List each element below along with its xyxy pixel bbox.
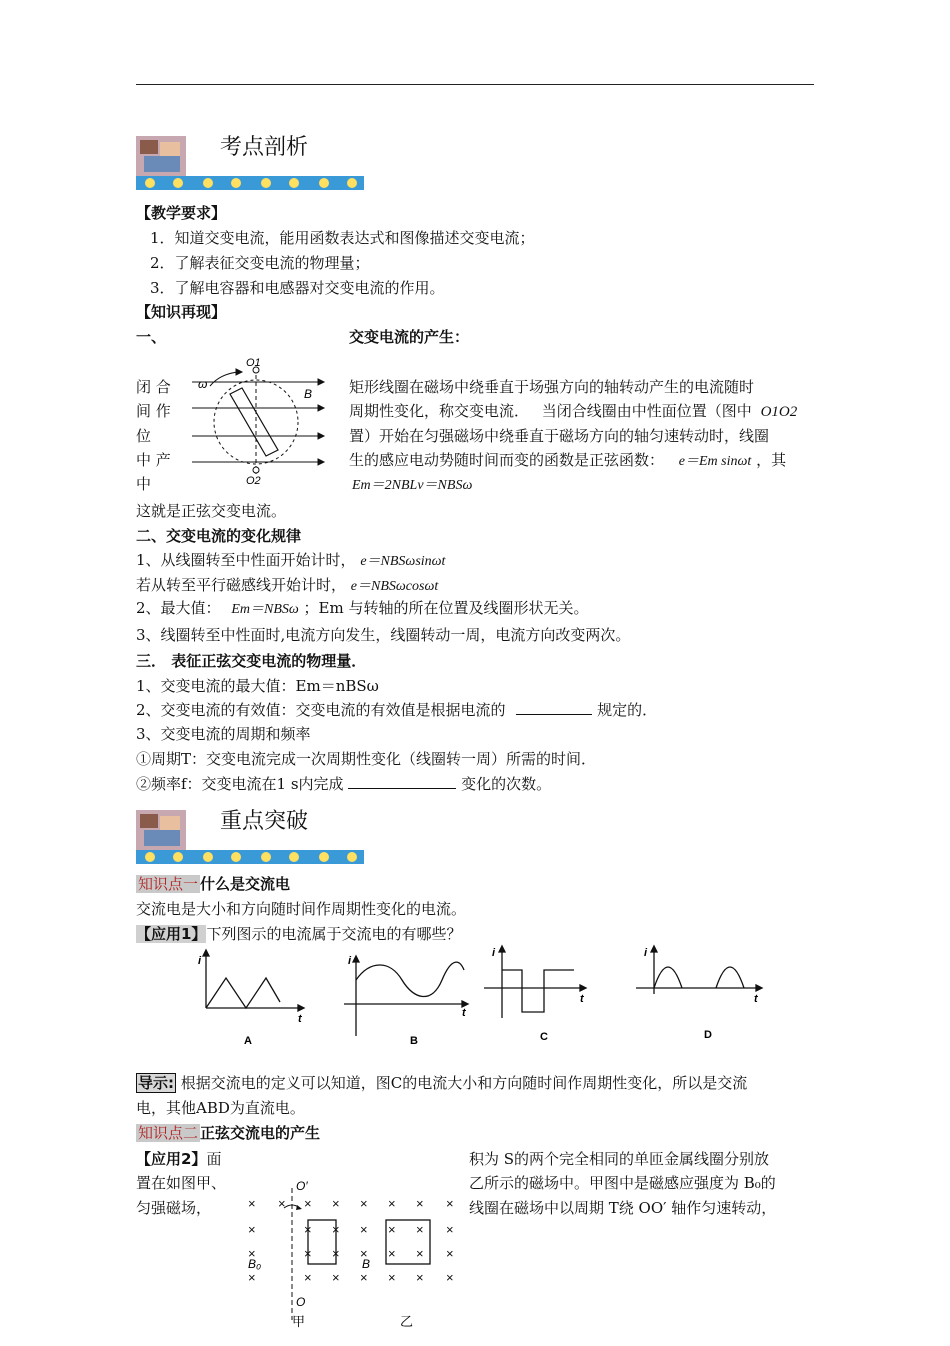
s1-para <box>349 450 786 472</box>
k2-tag: 知识点二 <box>138 1124 199 1142</box>
fig-b0: B₀ <box>248 1257 262 1271</box>
field-cross: × <box>360 1196 368 1211</box>
field-cross: × <box>304 1196 312 1211</box>
s1-title: 交变电流的产生： <box>349 328 470 346</box>
s1-axis-formula: O1O2 <box>760 404 798 420</box>
field-cross: × <box>360 1222 368 1237</box>
s1-num: 一、 <box>136 328 167 346</box>
s3-line: ①周期T：交变电流完成一次周期性变化（线圈转一周）所需的时间． <box>136 750 597 768</box>
coil-field-figure <box>190 352 330 488</box>
field-cross: × <box>304 1270 312 1285</box>
s3-text: 规定的． <box>597 701 658 719</box>
graph-b-label: B <box>410 1035 418 1047</box>
graph-d-label: D <box>704 1029 712 1041</box>
s1-emf-formula: e＝Em sinωt <box>678 454 752 469</box>
s1-left-text: 闭 合 <box>136 378 171 396</box>
s2-text: 若从转至平行磁感线开始计时， <box>136 576 347 594</box>
coil-diagram <box>190 352 330 488</box>
field-cross: × <box>360 1246 368 1261</box>
s1-left-text: 中 <box>136 475 152 493</box>
field-cross: × <box>332 1196 340 1211</box>
section-title-2: 重点突破 <box>220 809 309 834</box>
fig-omega-label: ω <box>198 377 208 391</box>
field-cross: × <box>304 1222 312 1237</box>
s1-para-part: 周期性变化，称交变电流． <box>349 402 530 420</box>
graph-d-t: t <box>754 993 758 1005</box>
fig-o-top: O′ <box>296 1179 308 1193</box>
s2-formula: e＝NBSωsinωt <box>360 554 446 569</box>
s1-para-part: ，其 <box>756 451 787 469</box>
k1-tag: 知识点一 <box>138 875 199 893</box>
graph-a <box>203 950 304 1011</box>
graph-c-t: t <box>580 993 584 1005</box>
s1-para: 置）开始在匀强磁场中绕垂直于磁场方向的轴匀速转动时，线圈 <box>349 427 770 445</box>
current-graphs <box>180 940 770 1050</box>
s1-em-formula: Em＝2NBLv＝NBSω <box>352 478 473 493</box>
s1-para: 矩形线圈在磁场中绕垂直于场强方向的轴转动产生的电流随时 <box>349 378 755 396</box>
s3-line <box>136 700 657 720</box>
fig-o2-label: O2 <box>246 475 261 487</box>
fig-b: B <box>362 1257 371 1271</box>
field-cross: × <box>388 1196 396 1211</box>
field-cross: × <box>248 1270 256 1285</box>
s2-text: ；Em 与转轴的所在位置及线圈形状无关。 <box>303 599 589 617</box>
field-cross: × <box>278 1196 286 1211</box>
s1-para-part: 生的感应电动势随时间而变的函数是正弦函数： <box>349 451 665 469</box>
req-item: 2．了解表征交变电流的物理量； <box>150 254 370 272</box>
field-cross: × <box>416 1222 424 1237</box>
field-cross: × <box>388 1222 396 1237</box>
graph-b-t: t <box>462 1007 466 1019</box>
field-cross: × <box>388 1246 396 1261</box>
fig-o-bot: O <box>296 1295 306 1309</box>
k1-hint-cont: 电，其他ABD为直流电。 <box>136 1099 305 1117</box>
req-item: 1．知道交变电流，能用函数表达式和图像描述交变电流； <box>150 229 535 247</box>
s2-text: 1、从线圈转至中性面开始计时， <box>136 551 356 569</box>
s2-line <box>136 550 445 572</box>
fig-jia: 甲 <box>292 1314 306 1329</box>
s3-title: 三． 表征正弦交变电流的物理量． <box>136 652 367 670</box>
field-cross: × <box>248 1196 256 1211</box>
req-item: 3．了解电容器和电感器对交变电流的作用。 <box>150 279 445 297</box>
s2-line: 3、线圈转至中性面时,电流方向发生，线圈转动一周，电流方向改变两次。 <box>136 626 631 644</box>
field-diagram <box>240 1172 470 1342</box>
k2-text: 置在如图甲、 <box>136 1174 227 1192</box>
fill-blank[interactable] <box>516 700 592 715</box>
k2-app-tag: 【应用2】 <box>136 1150 207 1168</box>
graph-d <box>636 946 762 994</box>
graph-a-t: t <box>298 1013 302 1025</box>
field-cross: × <box>248 1222 256 1237</box>
k2-text: 积为 S的两个完全相同的单匝金属线圈分别放 <box>469 1150 770 1168</box>
k1-title: 什么是交流电 <box>200 875 291 893</box>
s2-formula: Em＝NBSω <box>231 602 299 617</box>
s3-text: 变化的次数。 <box>461 775 552 793</box>
fig-o1-label: O1 <box>246 357 261 369</box>
s1-left-text: 位 <box>136 427 152 445</box>
k2-text: 线圈在磁场中以周期 T绕 OO′ 轴作匀速转动， <box>469 1199 777 1217</box>
field-cross: × <box>332 1222 340 1237</box>
graph-d-i: i <box>644 947 648 959</box>
s3-line <box>136 774 551 794</box>
k2-text: 面 <box>206 1150 222 1168</box>
field-cross: × <box>332 1246 340 1261</box>
field-cross: × <box>416 1196 424 1211</box>
field-cross: × <box>446 1222 454 1237</box>
s1-para-part: 当闭合线圈由中性面位置（图中 <box>541 402 752 420</box>
s3-text: 2、交变电流的有效值：交变电流的有效值是根据电流的 <box>136 701 506 719</box>
s2-title: 二、交变电流的变化规律 <box>136 527 302 545</box>
section-title-1: 考点剖析 <box>220 135 309 160</box>
field-cross: × <box>416 1270 424 1285</box>
header-rule <box>136 84 814 85</box>
k1-def: 交流电是大小和方向随时间作周期性变化的电流。 <box>136 900 467 918</box>
s3-text: ②频率f：交变电流在1 s内完成 <box>136 775 344 793</box>
k1-app-question: 下列图示的电流属于交流电的有哪些？ <box>206 925 462 943</box>
field-cross: × <box>304 1246 312 1261</box>
k2-title: 正弦交流电的产生 <box>200 1124 321 1142</box>
graph-a-label: A <box>244 1035 252 1047</box>
fig-b-label: B <box>304 387 313 401</box>
graph-a-i: i <box>198 955 202 967</box>
field-cross: × <box>332 1270 340 1285</box>
graph-b-i: i <box>348 955 352 967</box>
fig-yi: 乙 <box>400 1314 414 1329</box>
s2-line <box>136 598 589 620</box>
field-cross: × <box>416 1246 424 1261</box>
k1-hint <box>136 1073 747 1093</box>
graph-c-i: i <box>492 947 496 959</box>
know-title: 【知识再现】 <box>136 303 227 321</box>
k1-heading <box>136 874 290 894</box>
field-cross: × <box>446 1246 454 1261</box>
s1-para <box>349 401 797 422</box>
k2-text: 匀强磁场， <box>136 1199 212 1217</box>
k1-hint-tag: 导示: <box>138 1074 174 1092</box>
graph-b <box>344 956 468 1036</box>
k2-app <box>136 1149 221 1169</box>
graphs-row <box>180 940 770 1050</box>
s1-left-text: 间 作 <box>136 402 171 420</box>
k1-app-tag: 【应用1】 <box>136 925 207 943</box>
field-cross: × <box>446 1196 454 1211</box>
field-cross: × <box>360 1270 368 1285</box>
fill-blank[interactable] <box>348 774 456 789</box>
s2-text: 2、最大值： <box>136 599 221 617</box>
field-cross: × <box>388 1270 396 1285</box>
s1-left-text: 中 产 <box>136 451 171 469</box>
field-figure <box>240 1172 470 1342</box>
s2-line <box>136 575 438 597</box>
field-cross: × <box>446 1270 454 1285</box>
k2-heading <box>136 1123 320 1143</box>
req-title: 【教学要求】 <box>136 204 227 222</box>
k2-text: 乙所示的磁场中。甲图中是磁感应强度为 B₀的 <box>469 1174 776 1192</box>
k1-hint-text: 根据交流电的定义可以知道，图C的电流大小和方向随时间作周期性变化，所以是交流 <box>180 1074 748 1092</box>
s3-line: 3、交变电流的周期和频率 <box>136 725 311 743</box>
s1-end: 这就是正弦交变电流。 <box>136 502 287 520</box>
graph-c-label: C <box>540 1031 548 1043</box>
s2-formula: e＝NBSωcosωt <box>350 579 439 594</box>
graph-c <box>484 946 586 1018</box>
field-cross: × <box>248 1246 256 1261</box>
s3-line: 1、交变电流的最大值：Em＝nBSω <box>136 677 379 695</box>
